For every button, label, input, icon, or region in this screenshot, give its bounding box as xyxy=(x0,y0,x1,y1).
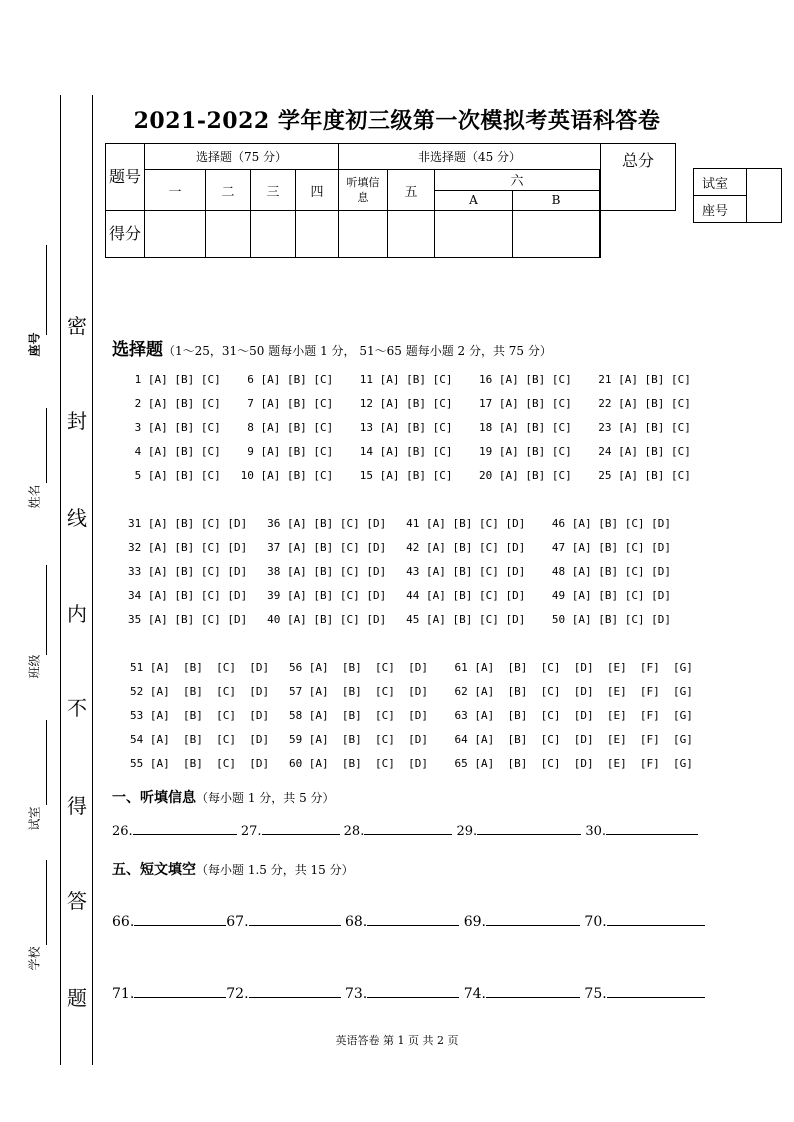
side-line-school[interactable] xyxy=(46,860,47,945)
score-liu-a: A xyxy=(435,191,513,211)
score-col-wu: 五 xyxy=(388,170,435,211)
answer-num: 71. xyxy=(112,986,135,1002)
score-header-total: 总分 xyxy=(601,144,676,211)
answer-num: 66. xyxy=(112,914,135,930)
score-group-choice: 选择题（75 分） xyxy=(145,144,339,170)
answer-row[interactable]: 51 [A] [B] [C] [D] 56 [A] [B] [C] [D] 61 [A] [B] [C] [D] [E] [F] [G] xyxy=(130,661,693,674)
answer-num: 69. xyxy=(463,914,486,930)
score-liu-b: B xyxy=(551,193,561,208)
seal-char: 内 xyxy=(67,602,87,626)
side-label-class: 班级 xyxy=(27,654,42,679)
answer-num: 72. xyxy=(226,986,249,1002)
score-cell-liu-b[interactable] xyxy=(513,211,599,257)
answer-blank[interactable] xyxy=(486,985,580,998)
score-cell[interactable] xyxy=(206,211,251,258)
answer-blank[interactable] xyxy=(607,985,705,998)
answer-row[interactable]: 2 [A] [B] [C] 7 [A] [B] [C] 12 [A] [B] [C] 17 [A] [B] [C] 22 [A] [B] [C] xyxy=(128,397,691,410)
answer-blank[interactable] xyxy=(367,913,459,926)
side-line-name[interactable] xyxy=(46,408,47,483)
score-cell[interactable] xyxy=(145,211,206,258)
score-cell-liu xyxy=(435,211,600,258)
side-label-seat: 座号 xyxy=(27,332,42,357)
answer-num: 70. xyxy=(584,914,607,930)
score-col-tingtian: 听填信息 xyxy=(339,170,388,211)
listening-note: （每小题 1 分，共 5 分） xyxy=(196,791,335,805)
side-label-school: 学校 xyxy=(27,946,42,971)
answer-num: 75. xyxy=(584,986,607,1002)
margin-line-inner xyxy=(92,95,93,1065)
score-cell-liu-a[interactable] xyxy=(435,211,513,257)
answer-num: 26. xyxy=(112,824,133,839)
choice-section-title xyxy=(112,335,552,360)
listening-answers xyxy=(112,822,698,839)
page-footer: 英语答卷 第 1 页 共 2 页 xyxy=(335,1034,459,1047)
score-col-liu xyxy=(435,170,600,211)
answer-num: 27. xyxy=(240,824,262,839)
score-col-4: 四 xyxy=(296,170,339,211)
score-cell[interactable] xyxy=(388,211,435,258)
answer-row[interactable]: 35 [A] [B] [C] [D] 40 [A] [B] [C] [D] 45 [A] [B] [C] [D] 50 [A] [B] [C] [D] xyxy=(128,613,672,626)
score-col-1: 一 xyxy=(145,170,206,211)
answer-row[interactable]: 5 [A] [B] [C] 10 [A] [B] [C] 15 [A] [B] [C] 20 [A] [B] [C] 25 [A] [B] [C] xyxy=(128,469,691,482)
seal-char: 线 xyxy=(67,506,87,530)
side-line-seat[interactable] xyxy=(46,245,47,335)
cloze-note: （每小题 1.5 分，共 15 分） xyxy=(196,863,354,877)
answer-blank[interactable] xyxy=(367,985,459,998)
listening-title: 一、听填信息 xyxy=(112,790,196,806)
answer-row[interactable]: 54 [A] [B] [C] [D] 59 [A] [B] [C] [D] 64 [A] [B] [C] [D] [E] [F] [G] xyxy=(130,733,693,746)
answer-row[interactable]: 1 [A] [B] [C] 6 [A] [B] [C] 11 [A] [B] [C] 16 [A] [B] [C] 21 [A] [B] [C] xyxy=(128,373,691,386)
answer-blank[interactable] xyxy=(249,913,341,926)
answer-num: 28. xyxy=(343,824,365,839)
answer-row[interactable]: 55 [A] [B] [C] [D] 60 [A] [B] [C] [D] 65 [A] [B] [C] [D] [E] [F] [G] xyxy=(130,757,693,770)
answer-row[interactable]: 34 [A] [B] [C] [D] 39 [A] [B] [C] [D] 44 [A] [B] [C] [D] 49 [A] [B] [C] [D] xyxy=(128,589,672,602)
room-seat-input[interactable] xyxy=(747,169,782,223)
answer-blank[interactable] xyxy=(364,822,452,835)
score-cell[interactable] xyxy=(251,211,296,258)
score-col-2: 二 xyxy=(206,170,251,211)
choice-title: 选择题 xyxy=(112,340,163,360)
listening-section-title xyxy=(112,787,335,807)
cloze-section-title xyxy=(112,859,354,879)
answer-row[interactable]: 3 [A] [B] [C] 8 [A] [B] [C] 13 [A] [B] [C] 18 [A] [B] [C] 23 [A] [B] [C] xyxy=(128,421,691,434)
answer-blank[interactable] xyxy=(606,822,698,835)
margin-line-outer xyxy=(60,95,61,1065)
seal-char: 题 xyxy=(67,986,87,1010)
seal-char: 封 xyxy=(67,409,87,433)
answer-blank[interactable] xyxy=(249,985,341,998)
answer-row[interactable]: 52 [A] [B] [C] [D] 57 [A] [B] [C] [D] 62 [A] [B] [C] [D] [E] [F] [G] xyxy=(130,685,693,698)
answer-num: 29. xyxy=(456,824,478,839)
answer-row[interactable]: 53 [A] [B] [C] [D] 58 [A] [B] [C] [D] 63 [A] [B] [C] [D] [E] [F] [G] xyxy=(130,709,693,722)
score-header-tihao: 题号 xyxy=(106,144,145,211)
side-line-room[interactable] xyxy=(46,720,47,805)
score-cell[interactable] xyxy=(339,211,388,258)
answer-blank[interactable] xyxy=(133,822,237,835)
score-cell[interactable] xyxy=(296,211,339,258)
room-seat-box xyxy=(693,168,782,223)
answer-blank[interactable] xyxy=(134,913,226,926)
answer-num: 73. xyxy=(344,986,368,1002)
answer-row[interactable]: 33 [A] [B] [C] [D] 38 [A] [B] [C] [D] 43 [A] [B] [C] [D] 48 [A] [B] [C] [D] xyxy=(128,565,672,578)
score-row-defen: 得分 xyxy=(106,211,145,258)
answer-row[interactable]: 4 [A] [B] [C] 9 [A] [B] [C] 14 [A] [B] [C] 19 [A] [B] [C] 24 [A] [B] [C] xyxy=(128,445,691,458)
answer-blank[interactable] xyxy=(477,822,581,835)
score-liu-label: 六 xyxy=(435,170,599,191)
answer-num: 30. xyxy=(585,824,606,839)
page-title: 2021-2022 学年度初三级第一次模拟考英语科答卷 xyxy=(133,108,661,134)
seal-char: 得 xyxy=(67,794,87,818)
score-table xyxy=(105,143,676,258)
side-label-room: 试室 xyxy=(27,806,42,831)
answer-row[interactable]: 31 [A] [B] [C] [D] 36 [A] [B] [C] [D] 41 [A] [B] [C] [D] 46 [A] [B] [C] [D] xyxy=(128,517,672,530)
cloze-answers-row-1 xyxy=(112,913,705,930)
answer-blank[interactable] xyxy=(262,822,340,835)
choice-note: （1～25，31～50 题每小题 1 分， 51～65 题每小题 2 分，共 75 分） xyxy=(163,344,552,358)
answer-num: 67. xyxy=(226,914,249,930)
seal-char: 密 xyxy=(67,314,87,338)
answer-num: 74. xyxy=(463,986,486,1002)
answer-blank[interactable] xyxy=(486,913,580,926)
seal-char: 不 xyxy=(67,696,87,720)
cloze-title: 五、短文填空 xyxy=(112,862,196,878)
score-col-3: 三 xyxy=(251,170,296,211)
answer-row[interactable]: 32 [A] [B] [C] [D] 37 [A] [B] [C] [D] 42 [A] [B] [C] [D] 47 [A] [B] [C] [D] xyxy=(128,541,672,554)
answer-blank[interactable] xyxy=(607,913,705,926)
seal-char: 答 xyxy=(67,889,87,913)
score-group-nonchoice: 非选择题（45 分） xyxy=(339,144,601,170)
side-line-class[interactable] xyxy=(46,565,47,655)
room-label: 试室 xyxy=(694,169,747,196)
answer-blank[interactable] xyxy=(134,985,226,998)
cloze-answers-row-2 xyxy=(112,985,705,1002)
seat-label: 座号 xyxy=(694,196,747,223)
side-label-name: 姓名 xyxy=(27,484,42,509)
answer-num: 68. xyxy=(344,914,368,930)
score-cell-total[interactable] xyxy=(600,211,601,258)
